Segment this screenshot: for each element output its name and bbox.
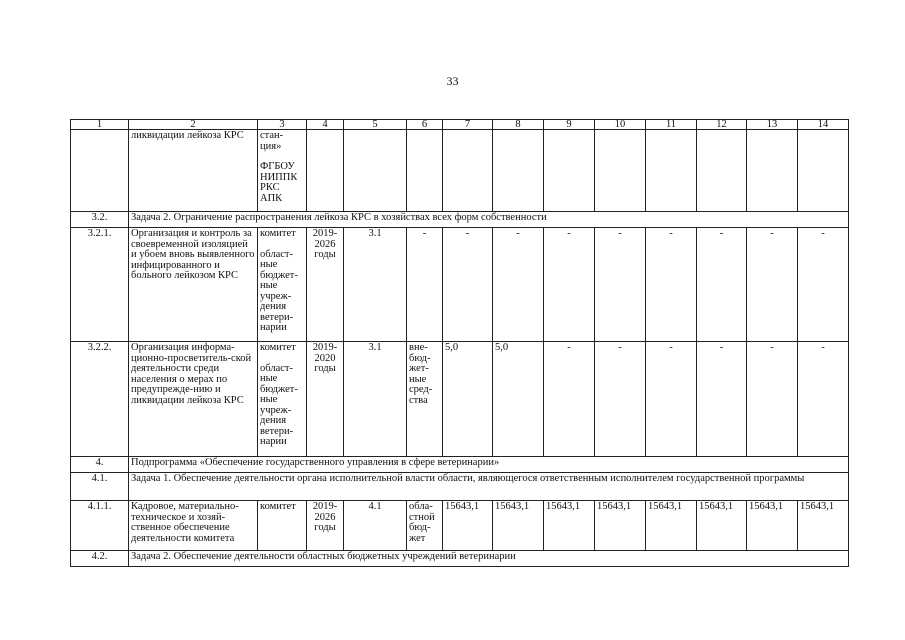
task-row	[71, 473, 849, 501]
header-cell: 6	[407, 120, 443, 130]
header-cell: 3	[258, 120, 307, 130]
executor-text: област-ные бюджет-ные учреж-дения ветери-нарии	[260, 248, 298, 333]
table-header-row	[71, 120, 849, 130]
row-number: 3.2.1.	[71, 228, 129, 342]
row-number: 3.2.2.	[71, 342, 129, 457]
link-cell: 3.1	[344, 228, 407, 342]
row-number	[71, 130, 129, 212]
header-cell: 11	[646, 120, 697, 130]
header-cell: 4	[307, 120, 344, 130]
value-cell: -	[493, 228, 544, 342]
header-cell: 8	[493, 120, 544, 130]
task-title: Задача 2. Ограничение распространения лейкоза КРС в хозяйствах всех форм собственности	[129, 212, 849, 228]
header-cell: 5	[344, 120, 407, 130]
period-cell: 2019-2020 годы	[307, 342, 344, 457]
value-cell: 15643,1	[747, 501, 798, 551]
value-cell: 5,0	[493, 342, 544, 457]
table-row	[71, 501, 849, 551]
value-cell: 15643,1	[798, 501, 849, 551]
value-cell: -	[798, 342, 849, 457]
period-cell: 2019-2026 годы	[307, 501, 344, 551]
source-cell: вне-бюд-жет-ные сред-ства	[407, 342, 443, 457]
task-title: Задача 1. Обеспечение деятельности органа исполнительной власти области, являющегося ответственным исполнителем государственной программы	[129, 473, 849, 501]
value-cell: -	[747, 342, 798, 457]
value-cell: 15643,1	[544, 501, 595, 551]
program-table	[70, 119, 849, 567]
value-cell: -	[697, 228, 747, 342]
value-cell: -	[697, 342, 747, 457]
page-number: 33	[446, 74, 459, 88]
header-cell: 12	[697, 120, 747, 130]
header-cell: 10	[595, 120, 646, 130]
executor-cell: комитет	[258, 501, 307, 551]
executor-text: област-ные бюджет-ные учреж-дения ветери-нарии	[260, 362, 298, 447]
value-cell: -	[798, 228, 849, 342]
source-cell: -	[407, 228, 443, 342]
header-cell: 7	[443, 120, 493, 130]
table-row	[71, 130, 849, 212]
value-cell: 15643,1	[595, 501, 646, 551]
value-cell: -	[646, 342, 697, 457]
task-row	[71, 551, 849, 567]
table-row	[71, 342, 849, 457]
value-cell: -	[646, 228, 697, 342]
executor-text: комитет	[260, 342, 296, 353]
row-number: 4.	[71, 457, 129, 473]
value-cell: 15643,1	[493, 501, 544, 551]
task-title: Задача 2. Обеспечение деятельности областных бюджетных учреждений ветеринарии	[129, 551, 849, 567]
row-number: 3.2.	[71, 212, 129, 228]
executor-cell	[258, 228, 307, 342]
value-cell: -	[595, 228, 646, 342]
executor-cell	[258, 130, 307, 212]
activity-name: Кадровое, материально-техническое и хозяй-ственное обеспечение деятельности комитета	[129, 501, 258, 551]
executor-text: комитет	[260, 228, 296, 239]
value-cell: 5,0	[443, 342, 493, 457]
link-cell: 3.1	[344, 342, 407, 457]
value-cell: 15643,1	[443, 501, 493, 551]
value-cell: 15643,1	[646, 501, 697, 551]
period-cell: 2019-2026 годы	[307, 228, 344, 342]
value-cell: -	[747, 228, 798, 342]
activity-name: Организация и контроль за своевременной изоляцией и убоем вновь выявленного инфицированного и больного лейкозом КРС	[129, 228, 258, 342]
header-cell: 13	[747, 120, 798, 130]
activity-name: ликвидации лейкоза КРС	[129, 130, 258, 212]
executor-text: стан-ция»	[260, 130, 284, 152]
header-cell: 9	[544, 120, 595, 130]
activity-name: Организация информа-ционно-просветитель-ской деятельности среди населения о мерах по предупрежде-нию и ликвидации лейкоза КРС	[129, 342, 258, 457]
task-row	[71, 212, 849, 228]
value-cell: -	[544, 228, 595, 342]
row-number: 4.1.1.	[71, 501, 129, 551]
header-cell: 14	[798, 120, 849, 130]
value-cell: -	[595, 342, 646, 457]
value-cell: -	[544, 342, 595, 457]
header-cell: 1	[71, 120, 129, 130]
header-cell: 2	[129, 120, 258, 130]
subprogram-title: Подпрограмма «Обеспечение государственного управления в сфере ветеринарии»	[129, 457, 849, 473]
executor-text: ФГБОУ НИППК РКС АПК	[260, 161, 298, 204]
source-cell: обла-стной бюд-жет	[407, 501, 443, 551]
executor-cell	[258, 342, 307, 457]
value-cell: 15643,1	[697, 501, 747, 551]
row-number: 4.2.	[71, 551, 129, 567]
subprogram-row	[71, 457, 849, 473]
row-number: 4.1.	[71, 473, 129, 501]
table-row	[71, 228, 849, 342]
link-cell: 4.1	[344, 501, 407, 551]
value-cell: -	[443, 228, 493, 342]
